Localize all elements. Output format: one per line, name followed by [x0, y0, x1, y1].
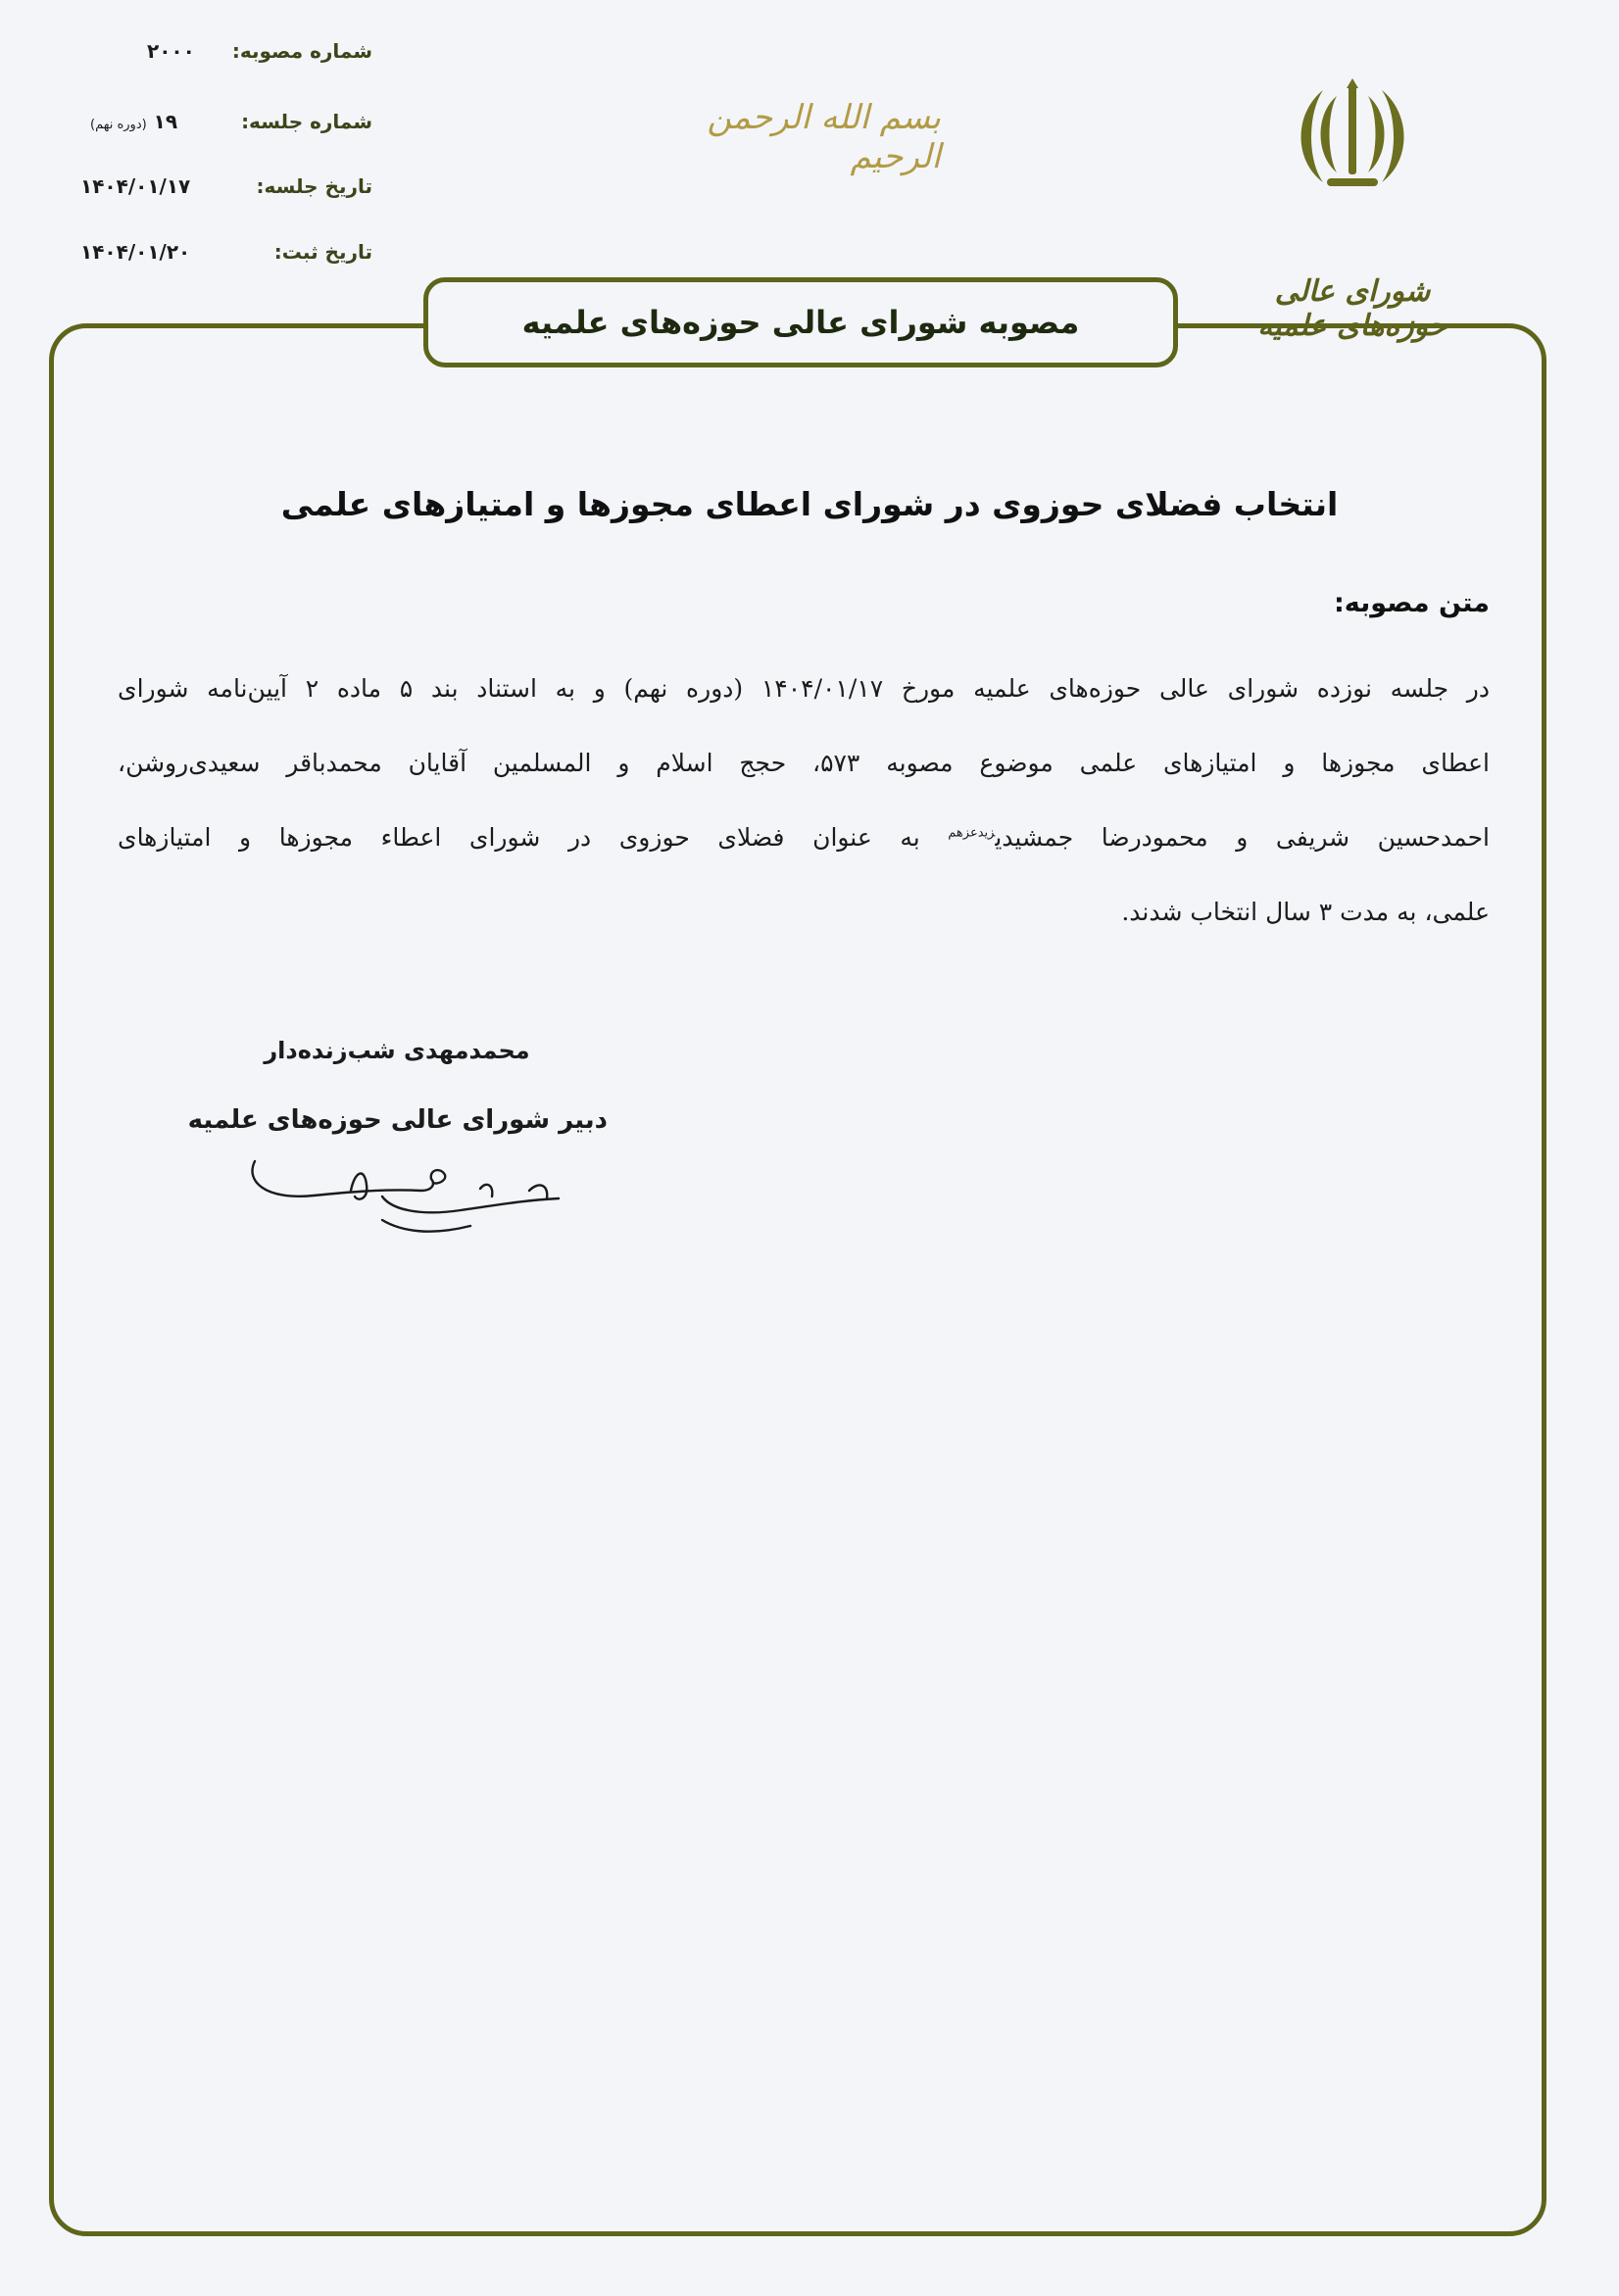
- body-text: احمدحسین شریفی و محمودرضا جمشیدی: [995, 823, 1490, 852]
- signatory-title: دبیر شورای عالی حوزه‌های علمیه: [187, 1105, 608, 1135]
- meta-label: شماره مصوبه:: [231, 39, 372, 63]
- body-line: علمی، به مدت ۳ سال انتخاب شدند.: [1121, 898, 1490, 926]
- body-line: [118, 823, 1490, 852]
- signatory-name: محمدمهدی شب‌زنده‌دار: [264, 1037, 530, 1064]
- meta-value-number: ۱۹: [153, 110, 178, 133]
- emblem-caption: شورای عالی حوزه‌های علمیه: [1257, 274, 1447, 343]
- basmala-calligraphy: بسم الله الرحمن الرحیم: [707, 98, 941, 176]
- iran-emblem-icon: [1294, 78, 1411, 196]
- meta-value: ۲۰۰۰: [147, 39, 195, 63]
- meta-approval-number: [78, 39, 372, 78]
- frame-title: مصوبه شورای عالی حوزه‌های علمیه: [423, 277, 1178, 367]
- meta-session-number: [78, 110, 372, 149]
- council-emblem: [1225, 69, 1480, 343]
- meta-value: ۱۴۰۴/۰۱/۲۰: [80, 240, 191, 264]
- meta-registration-date: [78, 240, 372, 279]
- meta-label: تاریخ جلسه:: [256, 174, 372, 198]
- meta-label: شماره جلسه:: [241, 110, 372, 133]
- section-label: متن مصوبه:: [1334, 588, 1490, 618]
- body-text: به عنوان فضلای حوزوی در شورای اعطاء مجوزها و امتیازهای: [118, 823, 949, 852]
- meta-value: [90, 110, 177, 133]
- body-line: اعطای مجوزها و امتیازهای علمی موضوع مصوبه ۵۷۳، حجج اسلام و المسلمین آقایان محمدباقر سعیدی‌روشن،: [118, 749, 1490, 777]
- meta-value-extra: (دوره نهم): [90, 118, 147, 132]
- honorific-superscript: زیدعزهم: [948, 825, 996, 841]
- document-title: انتخاب فضلای حوزوی در شورای اعطای مجوزها و امتیازهای علمی: [280, 485, 1339, 523]
- content-frame: [49, 323, 1546, 2236]
- meta-session-date: [78, 174, 372, 214]
- meta-value: ۱۴۰۴/۰۱/۱۷: [80, 174, 191, 198]
- body-line: در جلسه نوزده شورای عالی حوزه‌های علمیه مورخ ۱۴۰۴/۰۱/۱۷ (دوره نهم) و به استناد بند ۵ ماده ۲ آیین‌نامه شورای: [118, 674, 1490, 703]
- handwritten-signature: [235, 1142, 588, 1249]
- meta-label: تاریخ ثبت:: [273, 240, 372, 264]
